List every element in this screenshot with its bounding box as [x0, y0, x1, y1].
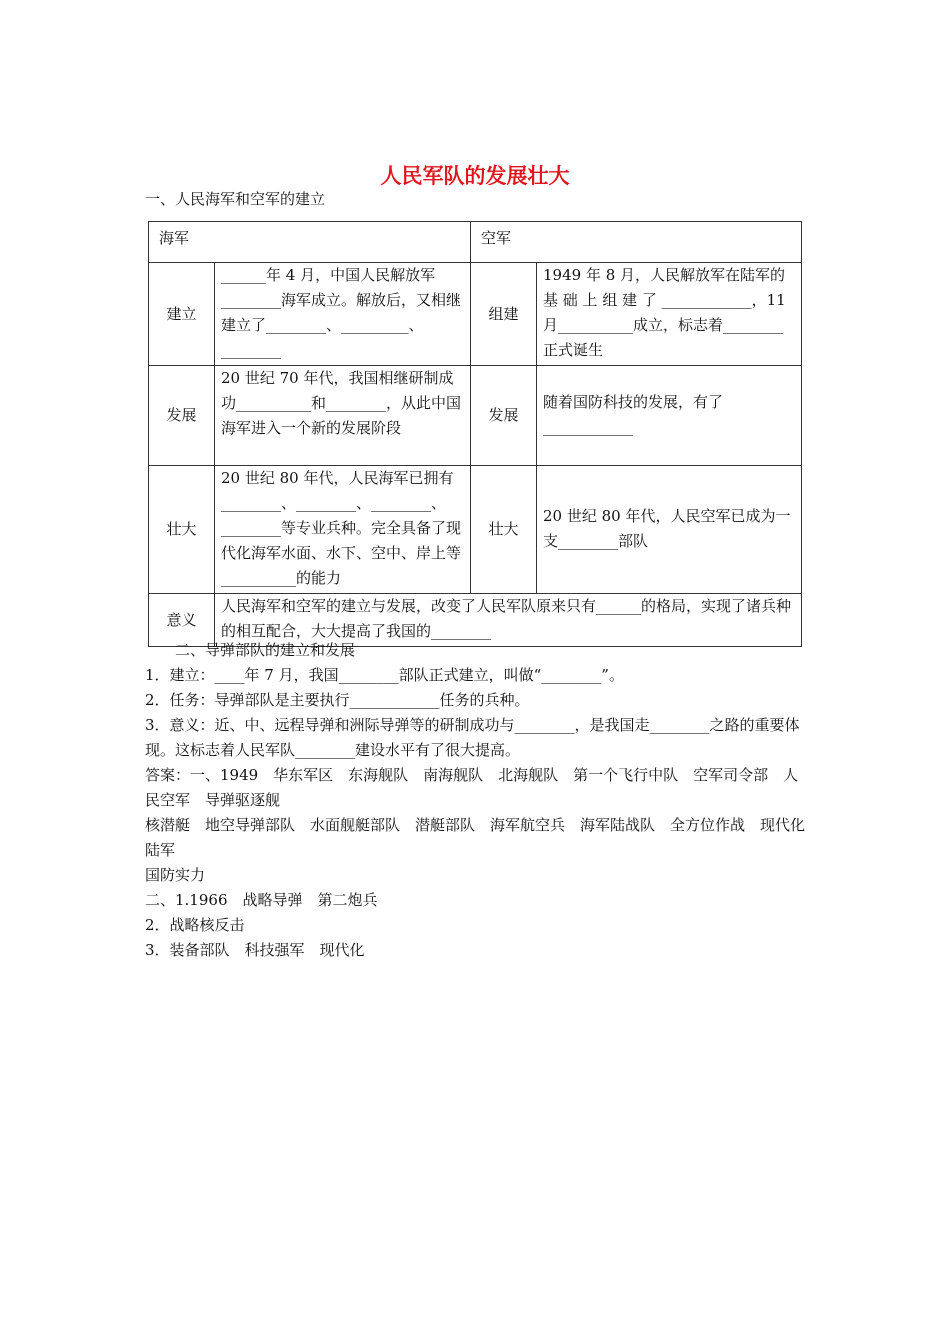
air-grow-cell: 20 世纪 80 年代，人民空军已成为一支________部队: [537, 466, 802, 594]
header-navy: 海军: [149, 222, 471, 263]
table-row: [149, 263, 802, 366]
section-1-heading: 一、人民海军和空军的建立: [145, 190, 326, 208]
row-label-grow-air: 壮大: [471, 466, 537, 594]
air-develop-cell: 随着国防科技的发展，有了____________: [537, 366, 802, 466]
navy-grow-cell: 20 世纪 80 年代，人民海军已拥有________、________、________、________等专业兵种。完全具备了现代化海军水面、水下、空中、岸上等__________的能力: [215, 466, 471, 594]
answer-part-3: 国防实力: [145, 866, 206, 884]
answer-part-2: 核潜艇 地空导弹部队 水面舰艇部队 潜艇部队 海军航空兵 海军陆战队 全方位作战 现代化 陆军: [145, 816, 821, 859]
row-label-establish: 建立: [149, 263, 215, 366]
air-establish-cell: 1949 年 8 月，人民解放军在陆军的 基 础 上 组 建 了 ____________，11 月__________成立，标志着________正式诞生: [537, 263, 802, 366]
row-label-develop: 发展: [149, 366, 215, 466]
navy-develop-cell: 20 世纪 70 年代，我国相继研制成功__________和________，从此中国海军进入一个新的发展阶段: [215, 366, 471, 466]
answer-part-1: 答案：一、1949 华东军区 东海舰队 南海舰队 北海舰队 第一个飞行中队 空军司令部 人民空军 导弹驱逐舰: [145, 766, 799, 809]
row-label-develop-air: 发展: [471, 366, 537, 466]
question-3: 3．意义：近、中、远程导弹和洲际导弹等的研制成功与________，是我国走________之路的重要体现。这标志着人民军队________建设水平有了很大提高。: [145, 716, 800, 759]
section-2-heading: 二、导弹部队的建立和发展: [175, 641, 356, 659]
answer-part-5: 2．战略核反击: [145, 916, 245, 934]
row-label-significance: 意义: [149, 594, 215, 647]
navy-establish-cell: ______年 4 月，中国人民解放军________海军成立。解放后，又相继建立了________、_________、________: [215, 263, 471, 366]
row-label-grow: 壮大: [149, 466, 215, 594]
table-header-row: [149, 222, 802, 263]
table-row: [149, 366, 802, 466]
answer-part-4: 二、1.1966 战略导弹 第二炮兵: [145, 891, 378, 909]
row-label-form: 组建: [471, 263, 537, 366]
navy-airforce-table: [148, 221, 802, 647]
header-airforce: 空军: [471, 222, 802, 263]
question-2: 2．任务：导弹部队是主要执行____________任务的兵种。: [145, 691, 530, 709]
question-1: 1．建立：____年 7 月，我国________部队正式建立，叫做“________”。: [145, 666, 624, 684]
answer-part-6: 3．装备部队 科技强军 现代化: [145, 941, 365, 959]
page-title: 人民军队的发展壮大: [380, 164, 570, 188]
significance-cell: 人民海军和空军的建立与发展，改变了人民军队原来只有______的格局，实现了诸兵种的相互配合，大大提高了我国的________: [215, 594, 802, 647]
table-row: [149, 466, 802, 594]
